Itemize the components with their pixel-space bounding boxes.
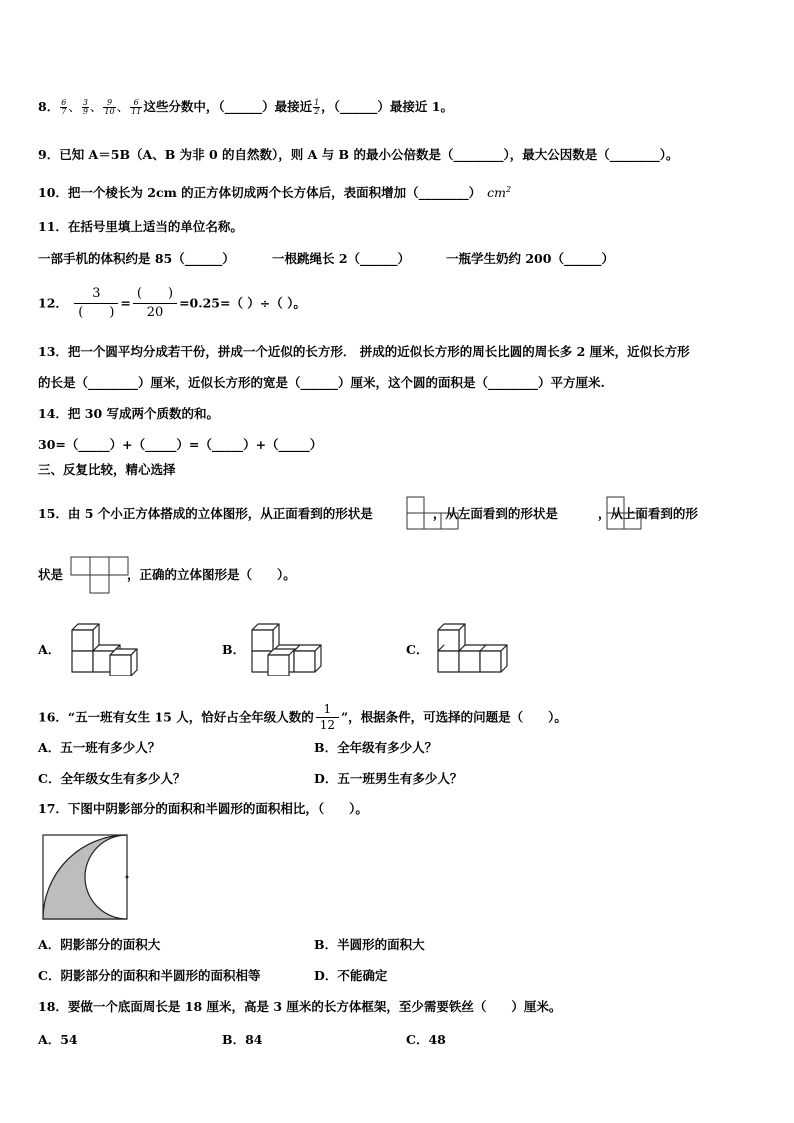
- fraction: $\frac{3}{( )}$: [74, 285, 118, 322]
- fraction: $\frac{1}{12}$: [316, 702, 339, 733]
- fraction: $\frac{9}{10}$: [104, 98, 115, 116]
- question-number: 16．: [38, 709, 68, 725]
- question-text: 这些分数中，（______）最接近: [143, 99, 313, 114]
- question-14: [38, 405, 219, 423]
- q16-option-a[interactable]: A．五一班有多少人？: [38, 740, 161, 755]
- question-number: 12．: [38, 295, 68, 311]
- q15-option-b-label[interactable]: B．: [222, 642, 246, 657]
- question-9: [38, 146, 678, 164]
- question-11: [38, 218, 243, 236]
- section-title: 三、反复比较，精心选择: [38, 462, 176, 477]
- question-13-line2: 的长是（________）厘米，近似长方形的宽是（______）厘米，这个圆的面积是（________）平方厘米.: [38, 375, 605, 390]
- shaded-semicircle-figure: [42, 834, 130, 920]
- question-16: 16．“五一班有女生 15 人，恰好占全年级人数的 $\frac{1}{12}$ ”，根据条件，可选择的问题是（ ）。: [38, 702, 567, 732]
- question-number: 8．: [38, 99, 60, 114]
- question-number: 9．: [38, 147, 60, 162]
- front-view-figure: [406, 496, 462, 530]
- q17-option-b[interactable]: B．半圆形的面积大: [314, 937, 425, 952]
- question-text: 把 30 写成两个质数的和。: [67, 406, 220, 421]
- q18-option-b[interactable]: B．84: [222, 1032, 263, 1047]
- q17-option-a[interactable]: A．阴影部分的面积大: [38, 937, 161, 952]
- top-view-figure: [70, 556, 130, 596]
- question-12: 12． $\frac{3}{( )}$ = $\frac{( )}{20}$ =0.25=（ ）÷（ ）。: [38, 286, 306, 320]
- question-number: 18．: [38, 999, 68, 1014]
- q15-option-c-cubes[interactable]: [434, 618, 518, 676]
- q11-item-3: 一瓶学生奶约 200（______）: [446, 251, 614, 266]
- q11-item-1: 一部手机的体积约是 85（______）: [38, 251, 235, 266]
- q15-option-a-label[interactable]: A．: [38, 642, 61, 657]
- q15-option-c-label[interactable]: C．: [406, 642, 429, 657]
- question-number: 14．: [38, 406, 68, 421]
- question-number: 11．: [38, 219, 68, 234]
- question-8: 8． $\frac{6}{7}$ 、 $\frac{3}{9}$ 、 $\frac{9}{10}$ 、 $\frac{6}{11}$ 这些分数中，（______）最接近 $\frac{1}{2}$ ，（______）最接近 1。: [38, 98, 453, 116]
- question-14-line2: 30=（_____）+（_____）=（_____）+（_____）: [38, 437, 323, 452]
- fraction: $\frac{6}{11}$: [131, 98, 142, 116]
- question-text: 把一个棱长为 2cm 的正方体切成两个长方体后，表面积增加（________）: [67, 185, 482, 201]
- question-text: 已知 A＝5B（A、B 为非 0 的自然数），则 A 与 B 的最小公倍数是（________），最大公因数是（________）。: [59, 147, 679, 162]
- question-number: 15．: [38, 506, 68, 521]
- q18-option-a[interactable]: A．54: [38, 1032, 78, 1047]
- fraction-half: $\frac{1}{2}$: [314, 98, 320, 116]
- question-number: 10．: [38, 185, 68, 201]
- question-15: 15．由 5 个小正方体搭成的立体图形，从正面看到的形状是 ，从左面看到的形状是 ，从上面看到的形: [38, 506, 698, 521]
- fraction: $\frac{3}{9}$: [82, 98, 88, 116]
- fraction: $\frac{( )}{20}$: [133, 285, 177, 322]
- question-text: 要做一个底面周长是 18 厘米，高是 3 厘米的长方体框架，至少需要铁丝（ ）厘米。: [67, 999, 562, 1014]
- question-18: [38, 998, 561, 1016]
- question-text: 在括号里填上适当的单位名称。: [67, 219, 243, 234]
- question-10: [38, 181, 511, 202]
- question-17: [38, 800, 368, 818]
- question-text: 下图中阴影部分的面积和半圆形的面积相比，（ ）。: [67, 801, 368, 816]
- fraction: $\frac{6}{7}$: [61, 98, 67, 116]
- q17-option-c[interactable]: C．阴影部分的面积和半圆形的面积相等: [38, 968, 261, 983]
- q16-option-d[interactable]: D．五一班男生有多少人？: [314, 771, 463, 786]
- q15-option-b-cubes[interactable]: [248, 618, 330, 676]
- question-15-line2: 状是 ，正确的立体图形是（ ）。: [38, 567, 296, 582]
- question-number: 17．: [38, 801, 68, 816]
- unit-label: $cm^2$: [487, 185, 512, 201]
- question-text: 把一个圆平均分成若干份，拼成一个近似的长方形． 拼成的近似长方形的周长比圆的周长多 2 厘米，近似长方形: [67, 344, 690, 359]
- q16-option-c[interactable]: C．全年级女生有多少人？: [38, 771, 186, 786]
- q17-option-d[interactable]: D．不能确定: [314, 968, 388, 983]
- q11-item-2: 一根跳绳长 2（______）: [272, 251, 411, 266]
- question-number: 13．: [38, 344, 68, 359]
- question-text: ，（______）最接近 1。: [321, 99, 453, 114]
- q15-option-a-cubes[interactable]: [68, 618, 150, 676]
- q18-option-c[interactable]: C．48: [406, 1032, 446, 1047]
- q16-option-b[interactable]: B．全年级有多少人？: [314, 740, 438, 755]
- question-13: [38, 343, 690, 361]
- left-view-figure: [606, 496, 644, 530]
